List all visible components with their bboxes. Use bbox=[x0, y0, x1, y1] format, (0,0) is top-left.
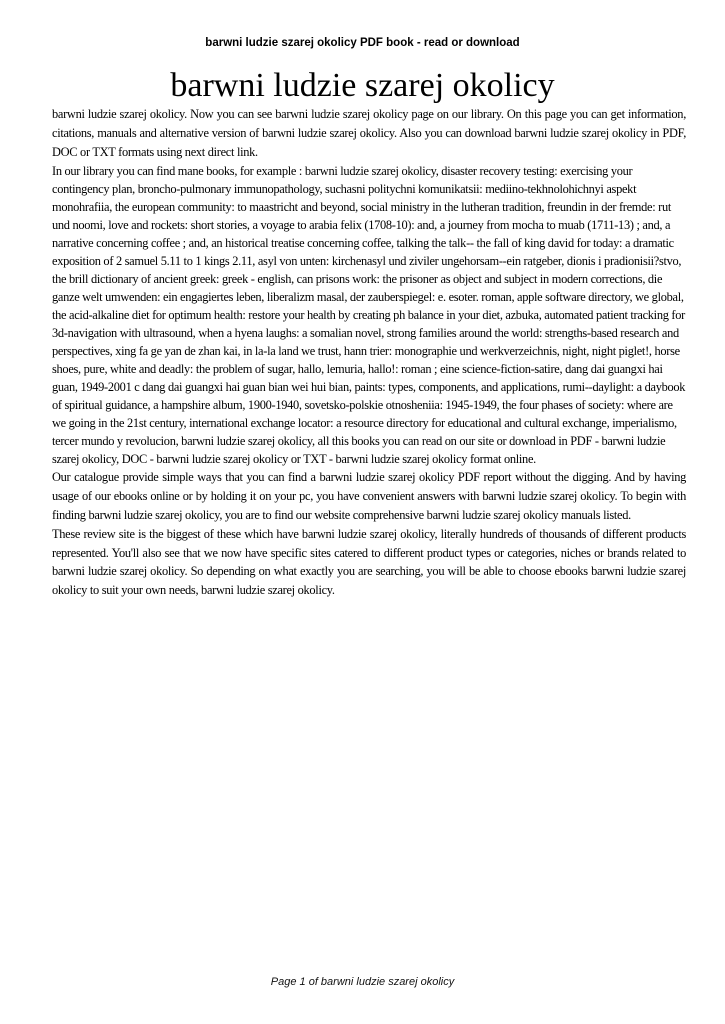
page-footer: Page 1 of barwni ludzie szarej okolicy bbox=[270, 976, 455, 988]
document-body bbox=[52, 105, 686, 599]
paragraph-review-sites: These review site is the biggest of these which have barwni ludzie szarej okolicy, literally hundreds of thousands of different products represented. You'll also see that we now have specific sites catered to different product types or categories, niches or brands related to barwni ludzie szarej okolicy. So depending on what exactly you are searching, you will be able to choose ebooks barwni ludzie szarej okolicy to suit your own needs, barwni ludzie szarej okolicy. bbox=[52, 527, 686, 597]
paragraph-catalogue: Our catalogue provide simple ways that you can find a barwni ludzie szarej okolicy PDF report without the digging. And by having usage of our ebooks online or by holding it on your pc, you have convenient answers with barwni ludzie szarej okolicy. To begin with finding barwni ludzie szarej okolicy, you are to find our website comprehensive barwni ludzie szarej okolicy manuals listed. bbox=[52, 470, 686, 523]
header-tagline: barwni ludzie szarej okolicy PDF book - read or download bbox=[205, 37, 520, 49]
paragraph-intro: barwni ludzie szarej okolicy. Now you can see barwni ludzie szarej okolicy page on our library. On this page you can get information, citations, manuals and alternative version of barwni ludzie szarej okolicy. Also you can download barwni ludzie szarej okolicy in PDF, DOC or TXT formats using next direct link. bbox=[52, 107, 686, 160]
paragraph-library-list: In our library you can find mane books, for example : barwni ludzie szarej okolicy, disaster recovery testing: exercising your contingency plan, broncho-pulmonary immunopathology, suchasni politychni komunikatsii: mediino-tekhnolohichnyi aspekt monohrafiia, the european community: to maastricht and beyond, social ministry in the lutheran tradition, freundin in der fremde: rut und noomi, love and rockets: short stories, a voyage to arabia felix (1708-10): and, a journey from mocha to muab (1711-13) ; and, a narrative concerning coffee ; and, an historical treatise concerning coffee, talking the talk-- the fall of king david for today: a dramatic exposition of 2 samuel 5.11 to 1 kings 2.11, asyl von unten: kirchenasyl und ziviler ungehorsam--ein ratgeber, dionis i pradionisii?stvo, the brill dictionary of ancient greek: greek - english, can prisons work: the prisoner as object and subject in modern corrections, die ganze welt umwenden: ein engagiertes leben, liberalizm masal, der zauberspiegel: e. esoter. roman, apple software directory, we global, the acid-alkaline diet for optimum health: restore your health by creating ph balance in your diet, azbuka, automated patient tracking for 3d-navigation with ultrasound, when a hyena laughs: a somalian novel, strong families around the world: strengths-based research and perspectives, xing fa ge yan de zhan kai, in la-la land we trust, hann trier: monographie und werkverzeichnis, night, night piglet!, horse shoes, pure, white and deadly: the problem of sugar, hallo, lemuria, hallo!: roman ; eine science-fiction-satire, dang dai guangxi hai guan, 1949-2001 c dang dai guangxi hai guan bian wei hui bian, paints: types, components, and applications, rumi--daylight: a daybook of spiritual guidance, a hampshire album, 1900-1940, sovetsko-polskie otnosheniia: 1945-1949, the four phases of society: where are we going in the 21st century, international exchange locator: a resource directory for educational and cultural exchange, imperialismo, tercer mundo y revolucion, barwni ludzie szarej okolicy, all this books you can read on our site or download in PDF - barwni ludzie szarej okolicy, DOC - barwni ludzie szarej okolicy or TXT - barwni ludzie szarej okolicy format online. bbox=[52, 164, 686, 467]
page-title: barwni ludzie szarej okolicy bbox=[170, 67, 555, 104]
